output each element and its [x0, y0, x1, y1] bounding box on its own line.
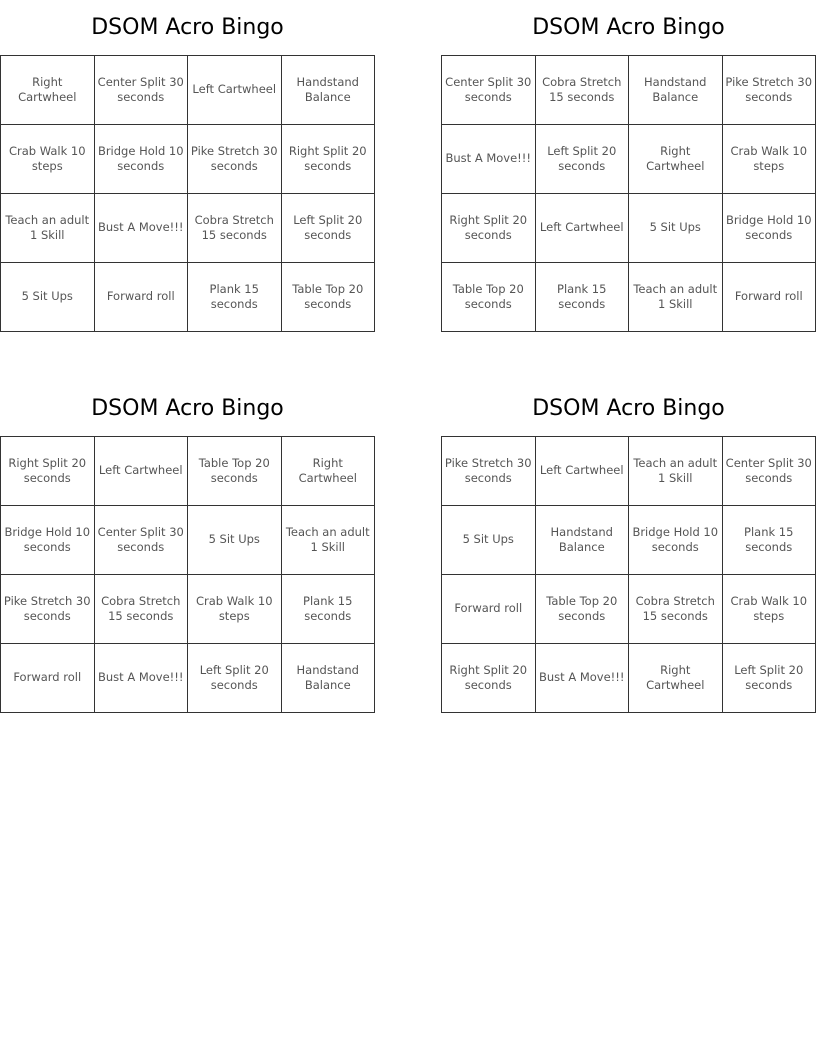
bingo-cell: Forward roll — [723, 263, 816, 332]
bingo-cell: Pike Stretch 30 seconds — [188, 125, 282, 194]
bingo-cell: Bust A Move!!! — [536, 644, 630, 713]
bingo-cell: Right Split 20 seconds — [442, 644, 536, 713]
bingo-cell: Plank 15 seconds — [188, 263, 282, 332]
bingo-cell: Cobra Stretch 15 seconds — [536, 56, 630, 125]
bingo-cell: Left Split 20 seconds — [536, 125, 630, 194]
bingo-cell: 5 Sit Ups — [1, 263, 95, 332]
bingo-cell: Bridge Hold 10 seconds — [723, 194, 816, 263]
bingo-cell: Bust A Move!!! — [95, 644, 189, 713]
bingo-cell: Left Split 20 seconds — [282, 194, 376, 263]
bingo-cell: Teach an adult 1 Skill — [1, 194, 95, 263]
bingo-cell: 5 Sit Ups — [188, 506, 282, 575]
bingo-cell: Table Top 20 seconds — [188, 437, 282, 506]
bingo-cell: Left Cartwheel — [95, 437, 189, 506]
bingo-cell: Center Split 30 seconds — [442, 56, 536, 125]
bingo-cell: Table Top 20 seconds — [536, 575, 630, 644]
bingo-card-2 — [441, 0, 816, 332]
bingo-cell: Bridge Hold 10 seconds — [629, 506, 723, 575]
bingo-cell: Right Cartwheel — [282, 437, 376, 506]
bingo-cell: Table Top 20 seconds — [282, 263, 376, 332]
bingo-cell: Table Top 20 seconds — [442, 263, 536, 332]
bingo-cell: Plank 15 seconds — [723, 506, 816, 575]
bingo-grid — [0, 55, 375, 332]
bingo-card-3 — [0, 381, 375, 713]
bingo-cell: Crab Walk 10 steps — [723, 575, 816, 644]
bingo-cell: Teach an adult 1 Skill — [629, 263, 723, 332]
bingo-cell: Crab Walk 10 steps — [188, 575, 282, 644]
bingo-cell: Center Split 30 seconds — [95, 506, 189, 575]
bingo-card-1 — [0, 0, 375, 332]
bingo-cell: Right Split 20 seconds — [442, 194, 536, 263]
card-title: DSOM Acro Bingo — [91, 396, 284, 421]
bingo-cell: Pike Stretch 30 seconds — [723, 56, 816, 125]
bingo-cell: Handstand Balance — [536, 506, 630, 575]
bingo-grid — [441, 55, 816, 332]
bingo-cell: Bridge Hold 10 seconds — [95, 125, 189, 194]
bingo-cell: Teach an adult 1 Skill — [282, 506, 376, 575]
bingo-cell: Forward roll — [1, 644, 95, 713]
bingo-grid — [441, 436, 816, 713]
bingo-cell: Right Cartwheel — [629, 644, 723, 713]
bingo-cell: 5 Sit Ups — [442, 506, 536, 575]
bingo-cell: Pike Stretch 30 seconds — [1, 575, 95, 644]
card-title: DSOM Acro Bingo — [532, 15, 725, 40]
bingo-cell: Left Cartwheel — [188, 56, 282, 125]
bingo-cell: Crab Walk 10 steps — [1, 125, 95, 194]
bingo-cell: Crab Walk 10 steps — [723, 125, 816, 194]
bingo-cell: Handstand Balance — [282, 644, 376, 713]
bingo-card-4 — [441, 381, 816, 713]
bingo-cell: Plank 15 seconds — [536, 263, 630, 332]
bingo-cell: Pike Stretch 30 seconds — [442, 437, 536, 506]
bingo-cell: 5 Sit Ups — [629, 194, 723, 263]
bingo-cell: Right Cartwheel — [1, 56, 95, 125]
bingo-cell: Handstand Balance — [629, 56, 723, 125]
bingo-cell: Center Split 30 seconds — [95, 56, 189, 125]
bingo-cell: Left Cartwheel — [536, 437, 630, 506]
bingo-cell: Bust A Move!!! — [95, 194, 189, 263]
bingo-cell: Cobra Stretch 15 seconds — [188, 194, 282, 263]
bingo-cell: Right Split 20 seconds — [1, 437, 95, 506]
bingo-grid — [0, 436, 375, 713]
bingo-cell: Teach an adult 1 Skill — [629, 437, 723, 506]
bingo-cell: Forward roll — [442, 575, 536, 644]
bingo-cell: Forward roll — [95, 263, 189, 332]
bingo-cell: Plank 15 seconds — [282, 575, 376, 644]
bingo-cell: Left Split 20 seconds — [188, 644, 282, 713]
bingo-cell: Right Split 20 seconds — [282, 125, 376, 194]
bingo-cell: Right Cartwheel — [629, 125, 723, 194]
card-title: DSOM Acro Bingo — [532, 396, 725, 421]
bingo-cell: Cobra Stretch 15 seconds — [629, 575, 723, 644]
bingo-cell: Left Cartwheel — [536, 194, 630, 263]
bingo-cell: Cobra Stretch 15 seconds — [95, 575, 189, 644]
bingo-cell: Bust A Move!!! — [442, 125, 536, 194]
bingo-cell: Bridge Hold 10 seconds — [1, 506, 95, 575]
card-title: DSOM Acro Bingo — [91, 15, 284, 40]
bingo-cell: Handstand Balance — [282, 56, 376, 125]
bingo-cell: Left Split 20 seconds — [723, 644, 816, 713]
bingo-cell: Center Split 30 seconds — [723, 437, 816, 506]
